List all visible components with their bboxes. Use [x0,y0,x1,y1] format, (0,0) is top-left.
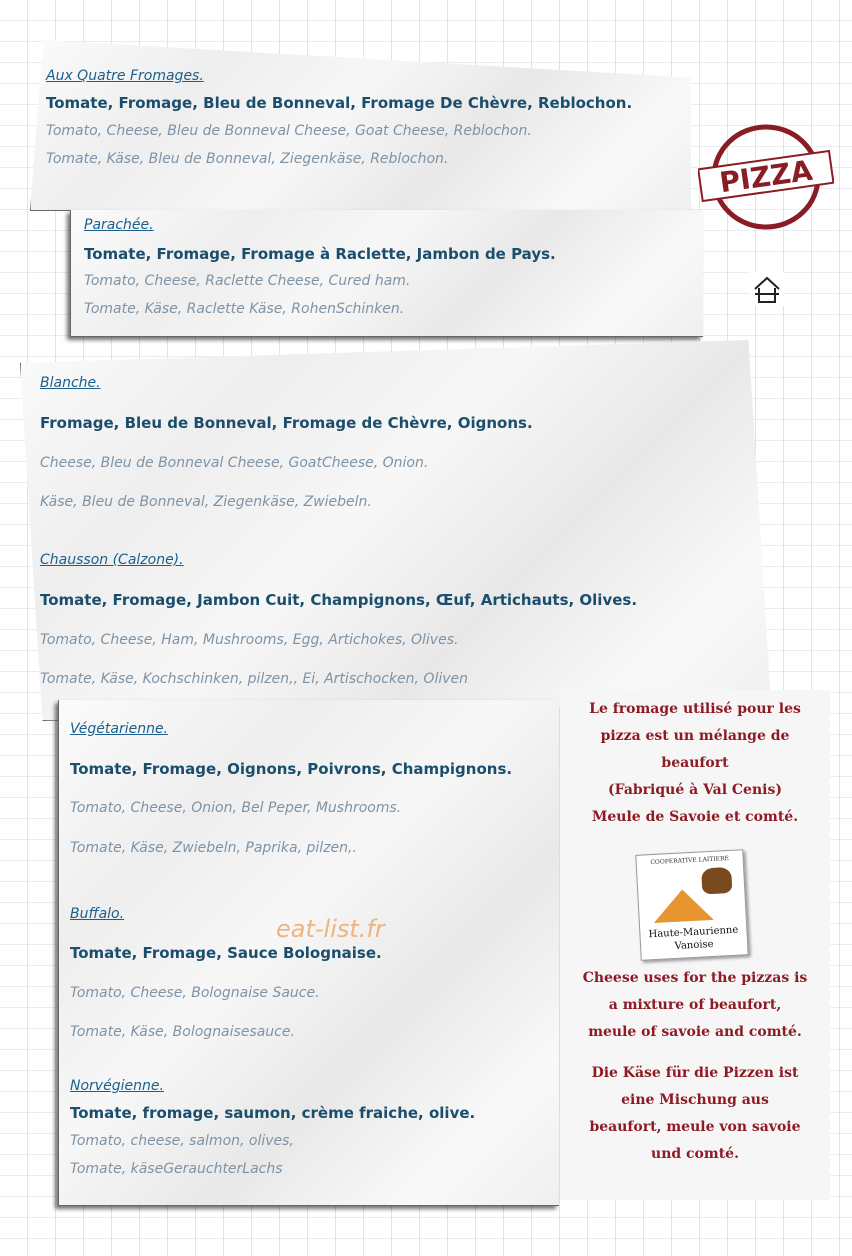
pizza-ingredients-fr: Tomate, Fromage, Bleu de Bonneval, Fromage De Chèvre, Reblochon. [46,94,633,112]
pizza-ingredients-en: Tomato, Cheese, Bolognaise Sauce. [70,985,320,1001]
note-line: eine Mischung aus [621,1092,769,1108]
logo-top-text: COOPERATIVE LAITIERE [650,855,730,867]
stamp-text: PIZZA [717,153,815,200]
pizza-ingredients-de: Tomate, Käse, Bleu de Bonneval, Ziegenkäse, Reblochon. [46,151,449,167]
pizza-title-parachee: Parachée. [84,217,154,233]
cheese-note-en [560,965,830,1046]
note-line: beaufort [661,755,729,771]
pizza-ingredients-fr: Tomate, Fromage, Sauce Bolognaise. [70,944,382,962]
pizza-title-buffalo: Buffalo. [70,906,125,922]
note-line: a mixture of beaufort, [608,997,782,1013]
pizza-ingredients-fr: Tomate, Fromage, Oignons, Poivrons, Champignons. [70,760,513,778]
cheese-note-de [560,1060,830,1168]
pizza-ingredients-en: Tomato, Cheese, Raclette Cheese, Cured ham. [84,273,411,289]
pizza-ingredients-fr: Tomate, Fromage, Fromage à Raclette, Jambon de Pays. [84,245,556,263]
note-line: Meule de Savoie et comté. [591,809,799,825]
pizza-ingredients-de: Tomate, käseGerauchterLachs [70,1161,283,1177]
pizza-ingredients-en: Tomato, Cheese, Ham, Mushrooms, Egg, Artichokes, Olives. [40,632,459,648]
pizza-ingredients-en: Tomato, cheese, salmon, olives, [70,1133,294,1149]
pizza-title-blanche: Blanche. [40,375,101,391]
note-line: (Fabriqué à Val Cenis) [608,782,782,798]
logo-line1: Haute-Maurienne [648,924,739,941]
pizza-stamp-logo [698,122,834,232]
note-line: pizza est un mélange de [600,728,790,744]
logo-line2: Vanoise [674,938,714,952]
pizza-ingredients-en: Cheese, Bleu de Bonneval Cheese, GoatCheese, Onion. [40,455,429,471]
pizza-ingredients-fr: Tomate, fromage, saumon, crème fraiche, olive. [70,1104,476,1122]
note-line: und comté. [651,1146,739,1162]
pizza-title-vegetarienne: Végétarienne. [70,721,169,737]
note-line: Die Käse für die Pizzen ist [591,1065,799,1081]
cheese-wedge-icon [652,888,714,923]
cheese-note-fr [560,696,830,831]
home-icon[interactable] [750,272,784,306]
pizza-ingredients-en: Tomato, Cheese, Onion, Bel Peper, Mushrooms. [70,800,402,816]
cheese-info-box [560,690,830,1200]
pizza-ingredients-fr: Tomate, Fromage, Jambon Cuit, Champignons, Œuf, Artichauts, Olives. [40,591,638,609]
pizza-ingredients-de: Tomate, Käse, Raclette Käse, RohenSchinken. [84,301,405,317]
watermark: eat-list.fr [276,915,385,943]
pizza-title-norvegienne: Norvégienne. [70,1078,164,1094]
pizza-ingredients-de: Tomate, Käse, Bolognaisesauce. [70,1024,295,1040]
cow-icon [701,867,732,895]
pizza-ingredients-de: Käse, Bleu de Bonneval, Ziegenkäse, Zwiebeln. [40,494,372,510]
pizza-ingredients-fr: Fromage, Bleu de Bonneval, Fromage de Chèvre, Oignons. [40,414,533,432]
pizza-title-quatre-fromages: Aux Quatre Fromages. [46,68,204,84]
pizza-title-chausson: Chausson (Calzone). [40,552,184,568]
note-line: Cheese uses for the pizzas is [582,970,808,986]
paper-sheet-3 [20,340,771,721]
pizza-ingredients-de: Tomate, Käse, Kochschinken, pilzen,, Ei, Artischocken, Oliven [40,671,469,687]
note-line: meule of savoie and comté. [588,1024,802,1040]
note-line: Le fromage utilisé pour les [589,701,801,717]
pizza-ingredients-de: Tomate, Käse, Zwiebeln, Paprika, pilzen,. [70,840,357,856]
pizza-ingredients-en: Tomato, Cheese, Bleu de Bonneval Cheese, Goat Cheese, Reblochon. [46,123,532,139]
note-line: beaufort, meule von savoie [589,1119,801,1135]
cooperative-logo [635,849,748,961]
